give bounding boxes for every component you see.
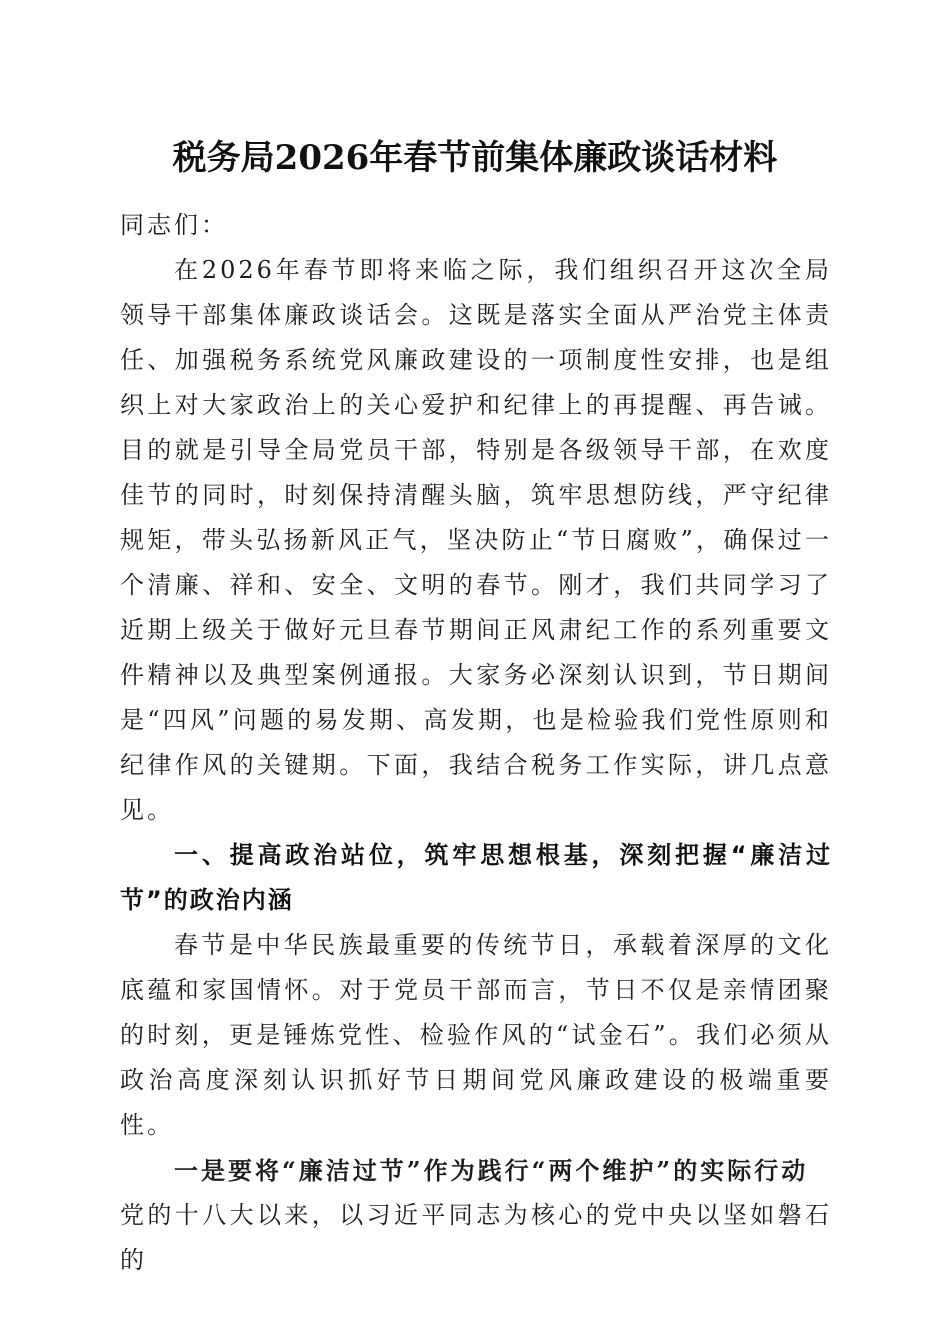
document-title: 税务局2026年春节前集体廉政谈话材料 [172, 138, 778, 178]
point-1-lead: 一是要将“廉洁过节”作为践行“两个维护”的实际行动 [174, 1156, 809, 1185]
point-1-paragraph: 党的十八大以来，以习近平同志为核心的党中央以坚如磐石的 [120, 1201, 832, 1274]
section-1-heading: 一、提高政治站位，筑牢思想根基，深刻把握“廉洁过节”的政治内涵 [120, 841, 832, 914]
salutation: 同志们： [120, 211, 228, 239]
section-1-paragraph: 春节是中华民族最重要的传统节日，承载着深厚的文化底蕴和家国情怀。对于党员干部而言，节日不仅是亲情团聚的时刻，更是锤炼党性、检验作风的“试金石”。我们必须从政治高度深刻认识抓好节日期间党风廉政建设的极端重要性。 [120, 931, 832, 1139]
intro-paragraph: 在2026年春节即将来临之际，我们组织召开这次全局领导干部集体廉政谈话会。这既是落实全面从严治党主体责任、加强税务系统党风廉政建设的一项制度性安排，也是组织上对大家政治上的关心爱护和纪律上的再提醒、再告诫。目的就是引导全局党员干部，特别是各级领导干部，在欢度佳节的同时，时刻保持清醒头脑，筑牢思想防线，严守纪律规矩，带头弘扬新风正气，坚决防止“节日腐败”，确保过一个清廉、祥和、安全、文明的春节。刚才，我们共同学习了近期上级关于做好元旦春节期间正风肃纪工作的系列重要文件精神以及典型案例通报。大家务必深刻认识到，节日期间是“四风”问题的易发期、高发期，也是检验我们党性原则和纪律作风的关键期。下面，我结合税务工作实际，讲几点意见。 [120, 256, 832, 824]
document-body [120, 203, 832, 1283]
